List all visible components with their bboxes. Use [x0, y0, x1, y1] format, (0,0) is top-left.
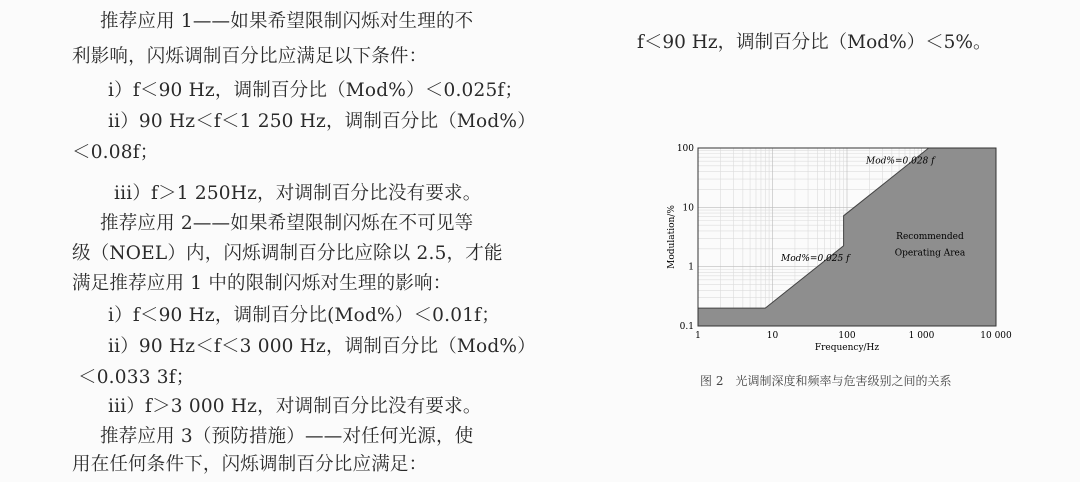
text-line: 利影响，闪烁调制百分比应满足以下条件：	[72, 46, 428, 67]
modulation-frequency-chart	[660, 136, 1020, 356]
text-line: ＜0.033 3f；	[78, 367, 195, 388]
annotation-recommended: Recommended	[896, 232, 964, 243]
text-line: iii）f＞3 000 Hz，对调制百分比没有要求。	[108, 396, 482, 417]
y-tick-label: 100	[676, 144, 694, 154]
x-axis-ticks	[695, 331, 1012, 341]
text-line: i）f＜90 Hz，调制百分比(Mod%）＜0.01f；	[108, 305, 500, 326]
right-column-line: f＜90 Hz，调制百分比（Mod%）＜5%。	[637, 32, 992, 53]
x-axis-label: Frequency/Hz	[814, 343, 880, 353]
text-line: ii）90 Hz＜f＜3 000 Hz，调制百分比（Mod%）	[108, 336, 536, 357]
y-tick-label: 0.1	[679, 322, 694, 332]
text-line: 级（NOEL）内，闪烁调制百分比应除以 2.5，才能	[72, 243, 503, 264]
text-line: 推荐应用 3（预防措施）——对任何光源，使	[100, 426, 474, 447]
y-tick-label: 10	[682, 203, 694, 214]
text-line: i）f＜90 Hz，调制百分比（Mod%）＜0.025f；	[108, 80, 524, 101]
annotation-mod-0025: Mod%=0.025 f	[780, 253, 850, 264]
text-line: 用在任何条件下，闪烁调制百分比应满足：	[72, 454, 428, 475]
x-tick-label: 10	[766, 331, 779, 341]
text-line: ii）90 Hz＜f＜1 250 Hz，调制百分比（Mod%）	[108, 111, 536, 132]
x-tick-label: 1	[695, 331, 701, 341]
y-axis-label: Modulation/%	[667, 205, 677, 269]
annotation-mod-0028: Mod%=0.028 f	[866, 156, 935, 167]
y-tick-label: 1	[688, 262, 694, 273]
text-line: ＜0.08f；	[72, 142, 159, 163]
text-line: 推荐应用 1——如果希望限制闪烁对生理的不	[100, 11, 474, 32]
y-axis-ticks	[677, 144, 694, 332]
text-line: 满足推荐应用 1 中的限制闪烁对生理的影响：	[72, 273, 452, 294]
x-tick-label: 1 000	[908, 331, 935, 341]
annotation-operating-area: Operating Area	[894, 248, 966, 259]
figure-caption: 图 2 光调制深度和频率与危害级别之间的关系	[700, 374, 952, 388]
text-line: 推荐应用 2——如果希望限制闪烁在不可见等	[100, 213, 474, 234]
x-tick-label: 10 000	[980, 331, 1012, 341]
x-tick-label: 100	[838, 331, 856, 341]
text-line: iii）f＞1 250Hz，对调制百分比没有要求。	[114, 183, 482, 204]
